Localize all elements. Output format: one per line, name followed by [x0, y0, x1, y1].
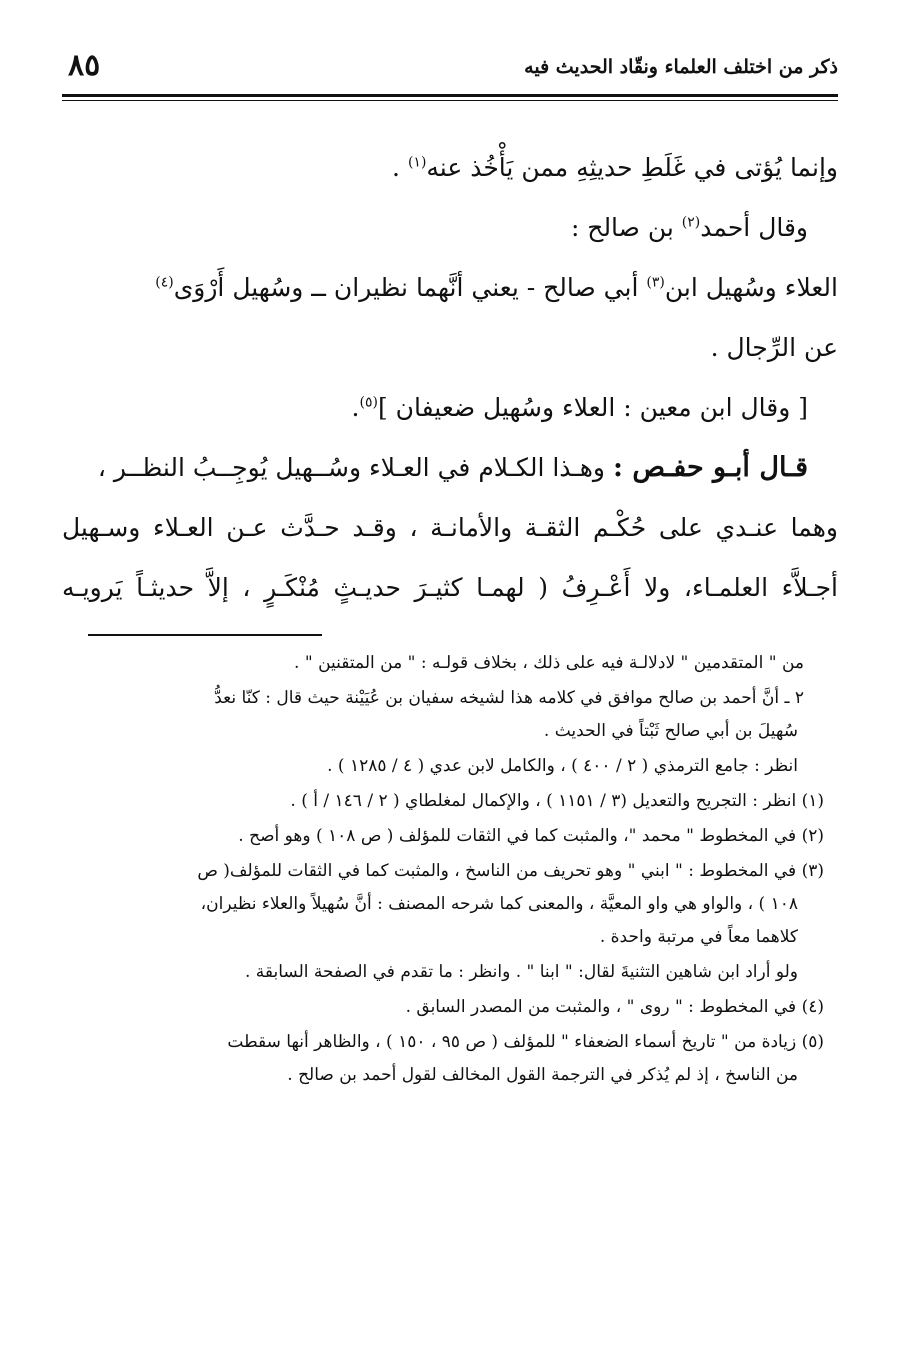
text-line-2	[62, 198, 838, 258]
footnote-prev-2-a: ٢ ـ أنَّ أحمد بن صالح موافق في كلامه هذا لشيخه سفيان بن عُيَيْنة حيث قال : كنّا نعدُّ	[214, 688, 804, 708]
footnote-3-note: ولو أراد ابن شاهين التثنيةَ لقال: " ابنا " . وانظر : ما تقدم في الصفحة السابقة .	[244, 962, 798, 982]
header-rule-thin	[62, 100, 838, 101]
footnotes	[62, 652, 824, 1099]
text-line-1-body: وإنما يُؤتى في غَلَطِ حديثِهِ ممن يَأْخُذ عنه	[426, 153, 838, 182]
footnote-3-c: كلاهما معاً في مرتبة واحدة .	[599, 927, 798, 947]
page-number: ٨٥	[68, 48, 101, 83]
footnote-prev-2-source: انظر : جامع الترمذي ( ٢ / ٤٠٠ ) ، والكامل لابن عدي ( ٤ / ١٢٨٥ ) .	[327, 756, 798, 776]
text-line-3	[62, 258, 838, 318]
text-line-3-mid: أبي صالح - يعني أنَّهما نظيران ــ وسُهيل أَرْوَى	[173, 273, 647, 302]
footnote-prev-2-b: سُهيلَ بن أبي صالح ثَبْتاً في الحديث .	[543, 721, 798, 741]
text-line-5-end: .	[351, 393, 360, 422]
text-line-5-body: [ وقال ابن معين : العلاء وسُهيل ضعيفان ]	[377, 393, 808, 422]
text-line-6-rest: وهـذا الكـلام في العـلاء وسُــهيل يُوجِــبُ النظــر ،	[97, 453, 613, 482]
footnote-ref-3: (٣)	[646, 274, 665, 291]
footnote-ref-5: (٥)	[359, 394, 378, 411]
footnote-ref-4: (٤)	[155, 274, 174, 291]
text-line-1-end: .	[392, 153, 408, 182]
footnote-5-b: من الناسخ ، إذ لم يُذكر في الترجمة القول المخالف لقول أحمد بن صالح .	[287, 1065, 798, 1085]
text-line-4-body: عن الرِّجال .	[710, 333, 838, 362]
footnote-ref-2: (٢)	[681, 214, 701, 231]
text-line-6	[62, 438, 838, 498]
footnote-1: (١) انظر : التجريح والتعديل (٣ / ١١٥١ ) ، والإكمال لمغلطاي ( ٢ / ١٤٦ / أ ) .	[290, 791, 824, 811]
text-line-7	[62, 498, 838, 558]
header-rule-thick	[62, 94, 838, 97]
text-line-3-body: العلاء وسُهيل ابن	[664, 273, 838, 302]
page-header	[62, 48, 838, 88]
footnote-4: (٤) في المخطوط : " روى " ، والمثبت من المصدر السابق .	[405, 997, 824, 1017]
text-line-4	[62, 318, 838, 378]
text-line-7-body: وهما عنـدي على حُكْـم الثقـة والأمانـة ، وقـد حـدَّث عـن العـلاء وسـهيل	[62, 513, 838, 542]
footnote-separator	[88, 634, 322, 636]
text-line-1	[62, 138, 838, 198]
footnote-prev-2	[62, 687, 824, 743]
footnote-5	[62, 1031, 824, 1087]
footnote-prev-continuation: من " المتقدمين " لادلالـة فيه على ذلك ، بخلاف قولـه : " من المتقنين " .	[294, 653, 804, 673]
footnote-2: (٢) في المخطوط " محمد "، والمثبت كما في الثقات للمؤلف ( ص ١٠٨ ) وهو أصح .	[238, 826, 824, 846]
footnote-3	[62, 860, 824, 949]
footnote-3-b: ١٠٨ ) ، والواو هي واو المعيَّة ، والمعنى كما شرحه المصنف : أنَّ سُهيلاً والعلاء نظيران،	[200, 894, 798, 914]
footnote-5-a: (٥) زيادة من " تاريخ أسماء الضعفاء " للمؤلف ( ص ٩٥ ، ١٥٠ ) ، والظاهر أنها سقطت	[227, 1032, 824, 1052]
text-line-8-body: أجـلاَّء العلمـاء، ولا أَعْـرِفُ ( لهمـا كثيـرَ حديـثٍ مُنْكَـرٍ ، إلاَّ حديثـاً يَرويـه	[62, 573, 838, 602]
speaker-label: قـال أبـو حفـص :	[612, 452, 808, 483]
footnote-3-a: (٣) في المخطوط : " ابني " وهو تحريف من الناسخ ، والمثبت كما في الثقات للمؤلف( ص	[197, 861, 824, 881]
running-title: ذكر من اختلف العلماء ونقّاد الحديث فيه	[524, 56, 838, 78]
text-line-8	[62, 558, 838, 618]
text-line-5	[62, 378, 838, 438]
footnote-ref-1: (١)	[407, 154, 427, 171]
text-line-2-body: وقال أحمد	[700, 213, 808, 242]
main-text	[62, 138, 838, 618]
text-line-2-rest: بن صالح :	[570, 213, 682, 242]
